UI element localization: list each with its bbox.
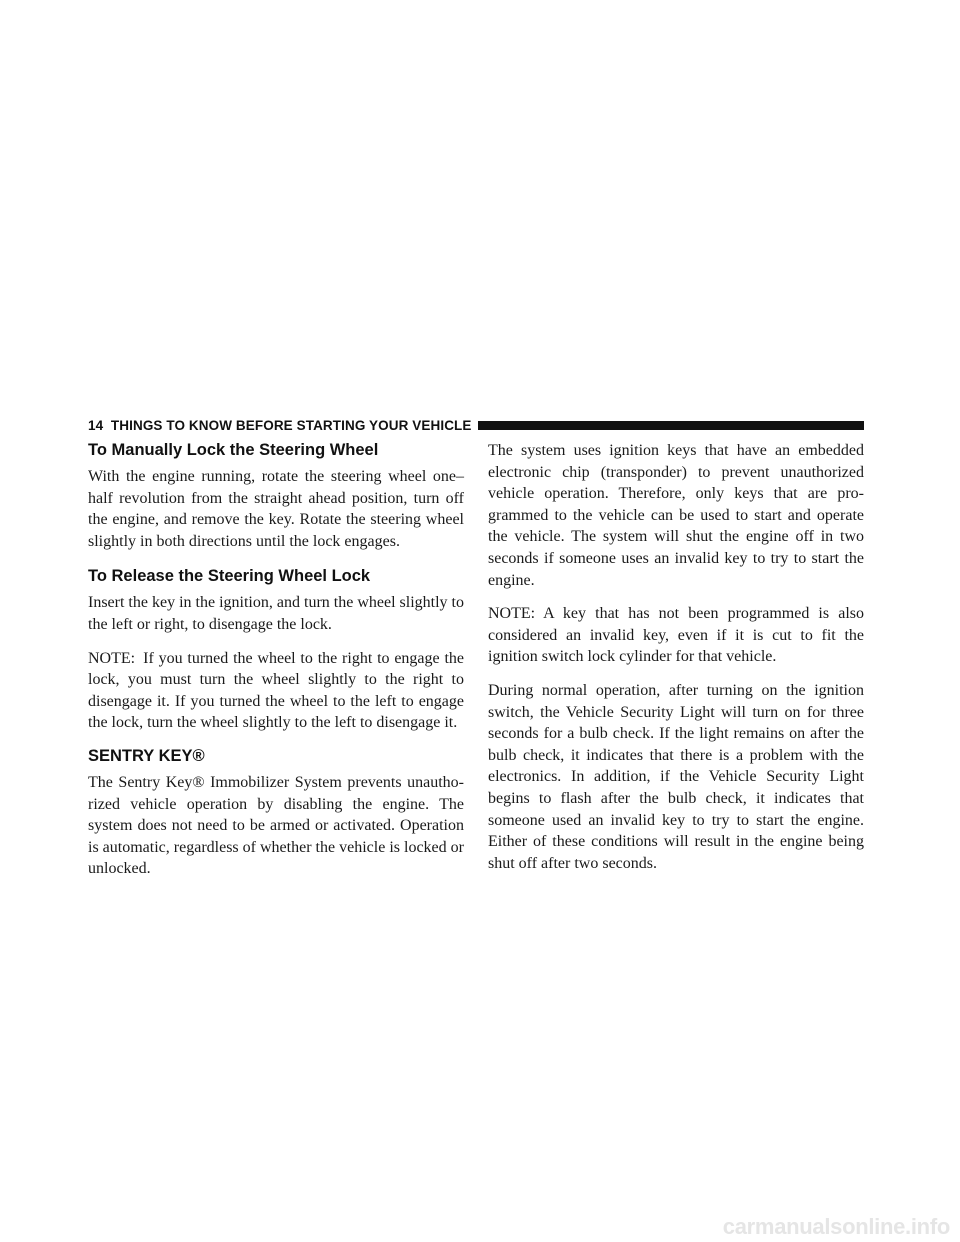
release-note-text: If you turned the wheel to the right to engage the lock, you must turn the wheel slightly to the right to disengage it. If you turned the wheel to the left to engage the lock, turn the wheel slightly to the left to disengage it. <box>88 649 464 732</box>
header-rule <box>478 421 865 430</box>
invalid-key-note <box>488 603 864 668</box>
normal-operation-paragraph: During normal operation, after turning on the ignition switch, the Vehicle Security Light will turn on for three seconds for a bulb check. If the light remains on after the bulb check, it indicates that there is a problem with the electronics. In addition, if the Vehicle Security Light begins to flash after the bulb check, it indicates that someone used an invalid key to try to start the engine. Either of these conditions will result in the engine being shut off after two seconds. <box>488 681 864 872</box>
sentry-key-heading: SENTRY KEY® <box>88 746 205 765</box>
section-title: THINGS TO KNOW BEFORE STARTING YOUR VEHICLE <box>110 417 472 433</box>
watermark: carmanualsonline.info <box>722 1214 950 1239</box>
lock-paragraph: With the engine running, rotate the steering wheel one–half revolution from the straight ahead position, turn off the engine, and remove the key. Rotate the steering wheel slightly in both directions until the lock engages. <box>88 468 464 550</box>
invalid-key-note-text: A key that has not been programmed is also considered an invalid key, even if it is cut to fit the ignition switch lock cylinder for that vehicle. <box>488 605 864 666</box>
invalid-key-note-label: NOTE: <box>488 605 536 623</box>
release-note <box>88 648 464 734</box>
page-header-text <box>88 418 478 433</box>
chip-paragraph: The system uses ignition keys that have an embedded electronic chip (transponder) to prevent unauthorized vehicle operation. Therefore, only keys that are programmed to the vehicle can be used to start and operate the vehicle. The system will shut the engine off in two seconds if someone uses an invalid key to try to start the engine. <box>488 442 864 589</box>
page-number: 14 <box>88 417 104 433</box>
left-column <box>88 440 464 892</box>
right-column <box>488 440 864 886</box>
page-header <box>88 418 864 432</box>
release-note-label: NOTE: <box>88 649 136 667</box>
release-heading: To Release the Steering Wheel Lock <box>88 567 371 586</box>
release-paragraph: Insert the key in the ignition, and turn the wheel slightly to the left or right, to disengage the lock. <box>88 594 464 633</box>
sentry-key-paragraph: The Sentry Key® Immobilizer System prevents unauthorized vehicle operation by disabling the engine. The system does not need to be armed or activated. Operation is automatic, regardless of whether the vehicle is locked or unlocked. <box>88 773 464 878</box>
lock-heading: To Manually Lock the Steering Wheel <box>88 441 379 459</box>
